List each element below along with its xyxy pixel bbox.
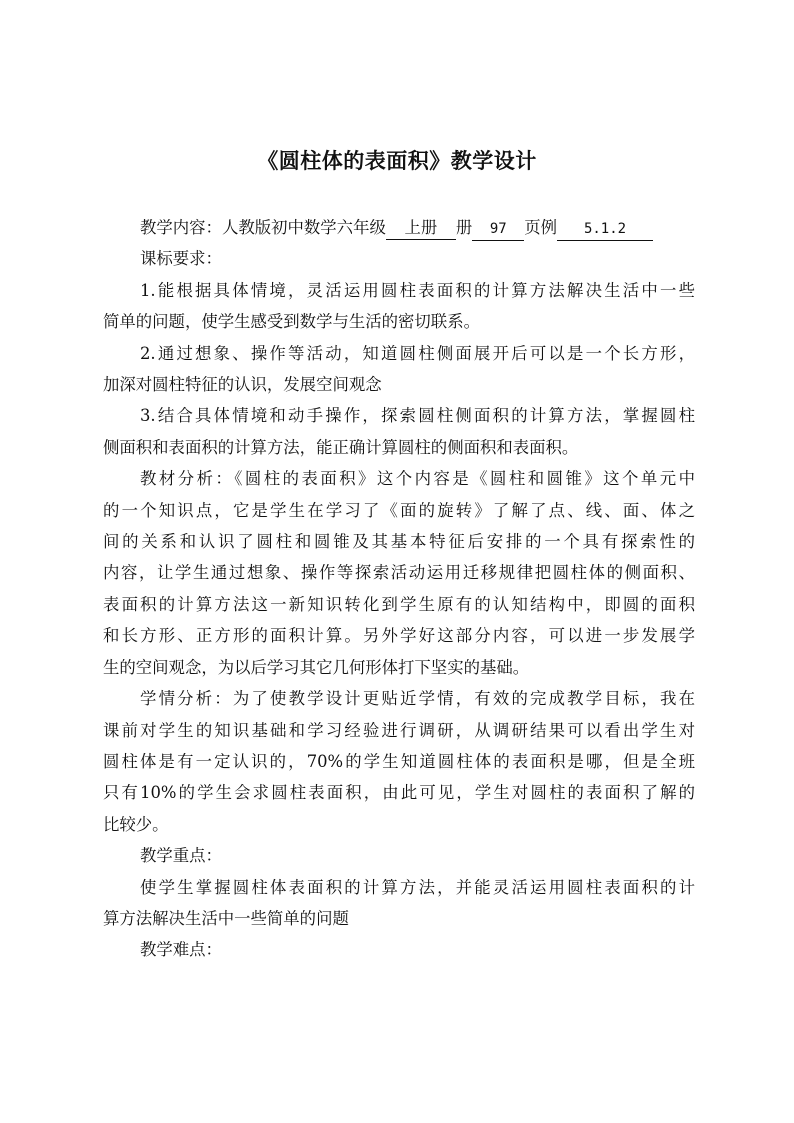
- key-points-heading: 教学重点：: [140, 846, 222, 866]
- analysis-line-6: 和长方形、正方形的面积计算。另外学好这部分内容，可以进一步发展学: [103, 626, 695, 646]
- goal-1-line-1: 1.能根据具体情境，灵活运用圆柱表面积的计算方法解决生活中一些: [140, 280, 695, 300]
- document-title: 《圆柱体的表面积》教学设计: [257, 149, 537, 173]
- learner-line-4: 只有10%的学生会求圆柱表面积，由此可见，学生对圆柱的表面积了解的: [103, 783, 695, 803]
- learner-line-2: 课前对学生的知识基础和学习经验进行调研，从调研结果可以看出学生对: [103, 720, 695, 740]
- goal-2-line-1: 2.通过想象、操作等活动，知道圆柱侧面展开后可以是一个长方形，: [140, 343, 695, 363]
- learner-line-3: 圆柱体是有一定认识的，70%的学生知道圆柱体的表面积是哪，但是全班: [103, 751, 695, 771]
- key-points-line-1: 使学生掌握圆柱体表面积的计算方法，并能灵活运用圆柱表面积的计: [140, 877, 695, 897]
- teaching-content-line: [103, 212, 695, 243]
- key-points-line-2: 算方法解决生活中一些简单的问题: [103, 908, 349, 928]
- difficulty-heading: 教学难点：: [140, 940, 222, 960]
- analysis-line-5: 表面积的计算方法这一新知识转化到学生原有的认知结构中，即圆的面积: [103, 594, 695, 614]
- analysis-line-7: 生的空间观念，为以后学习其它几何形体打下坚实的基础。: [103, 657, 530, 677]
- example-number-field: 5.1.2: [557, 218, 653, 241]
- volume-field: 上册: [386, 217, 456, 240]
- goal-2-line-2: 加深对圆柱特征的认识，发展空间观念: [103, 375, 382, 395]
- analysis-line-1: 教材分析：《圆柱的表面积》这个内容是《圆柱和圆锥》这个单元中: [140, 469, 695, 489]
- goal-3-line-2: 侧面积和表面积的计算方法，能正确计算圆柱的侧面积和表面积。: [103, 437, 579, 457]
- goal-1-line-2: 简单的问题，使学生感受到数学与生活的密切联系。: [103, 312, 480, 332]
- analysis-line-3: 间的关系和认识了圆柱和圆锥及其基本特征后安排的一个具有探索性的: [103, 532, 695, 552]
- ce-label: 册: [455, 218, 473, 237]
- document-body: [103, 212, 695, 966]
- learner-line-1: 学情分析：为了使教学设计更贴近学情，有效的完成教学目标，我在: [140, 689, 695, 709]
- analysis-line-4: 内容，让学生通过想象、操作等探索活动运用迁移规律把圆柱体的侧面积、: [103, 563, 695, 583]
- learner-line-5: 比较少。: [103, 814, 169, 834]
- yeli-label: 页例: [524, 218, 558, 237]
- page-number-field: 97: [472, 218, 524, 241]
- analysis-line-2: 的一个知识点，它是学生在学习了《面的旋转》了解了点、线、面、体之: [103, 500, 695, 520]
- standards-heading: 课标要求：: [140, 249, 222, 269]
- teaching-content-prefix: 教学内容：人教版初中数学六年级: [140, 218, 386, 237]
- goal-3-line-1: 3.结合具体情境和动手操作，探索圆柱侧面积的计算方法，掌握圆柱: [140, 406, 695, 426]
